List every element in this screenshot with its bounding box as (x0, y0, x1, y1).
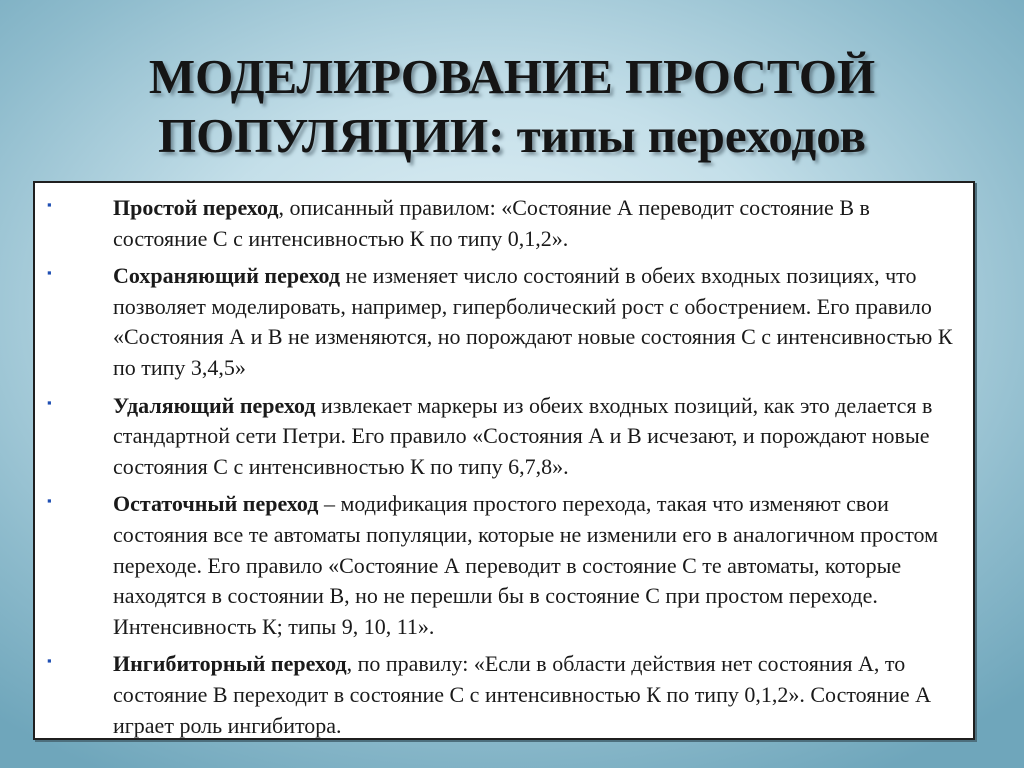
list-item-residual-transition (43, 489, 955, 642)
bullet-square-icon: ▪ (47, 653, 52, 669)
list-item-text: – модификация простого перехода, такая что изменяют свои состояния все те автоматы популяции, которые не изменили его в аналогичном простом переходе. Его правило «Состояние А переводит в состояние С те автоматы, которые находятся в состоянии В, но не перешли бы в состояние С при простом переходе. Интенсивность К; типы 9, 10, 11». (113, 491, 939, 639)
bullet-square-icon: ▪ (47, 394, 52, 410)
transition-types-list (43, 193, 955, 741)
list-item-inhibitor-transition (43, 649, 955, 741)
list-item-term: Сохраняющий переход (113, 263, 341, 289)
slide-title-line-1: МОДЕЛИРОВАНИЕ ПРОСТОЙ (148, 49, 876, 104)
list-item-text: извлекает маркеры из обеих входных позиций, как это делается в стандартной сети Петри. Его правило «Состояния А и В исчезают, и порождают новые состояния С с интенсивностью К по типу 6,7,8». (113, 392, 933, 479)
bullet-square-icon: ▪ (47, 197, 52, 212)
slide-title (0, 47, 1024, 165)
content-box (33, 181, 975, 740)
list-item-term: Ингибиторный переход (113, 651, 347, 677)
list-item-term: Удаляющий переход (113, 392, 316, 418)
bullet-square-icon: ▪ (47, 493, 52, 509)
bullet-square-icon: ▪ (47, 265, 52, 281)
list-item-simple-transition (43, 193, 955, 254)
list-item-removing-transition (43, 391, 955, 483)
list-item-term: Простой переход (113, 195, 279, 220)
slide-title-line-2: ПОПУЛЯЦИИ: типы переходов (158, 108, 866, 163)
list-item-text: , по правилу: «Если в области действия нет состояния А, то состояние В переходит в состояние С с интенсивностью К по типу 0,1,2». Состояние А играет роль ингибитора. (113, 651, 932, 738)
list-item-text: , описанный правилом: «Состояние А переводит состояние В в состояние С с интенсивностью К по типу 0,1,2». (113, 195, 870, 251)
list-item-text: не изменяет число состояний в обеих входных позициях, что позволяет моделировать, например, гиперболический рост с обострением. Его правило «Состояния А и В не изменяются, но порождают новые состояния С с интенсивностью К по типу 3,4,5» (113, 263, 953, 380)
list-item-term: Остаточный переход (113, 491, 319, 517)
list-item-preserving-transition (43, 261, 955, 383)
